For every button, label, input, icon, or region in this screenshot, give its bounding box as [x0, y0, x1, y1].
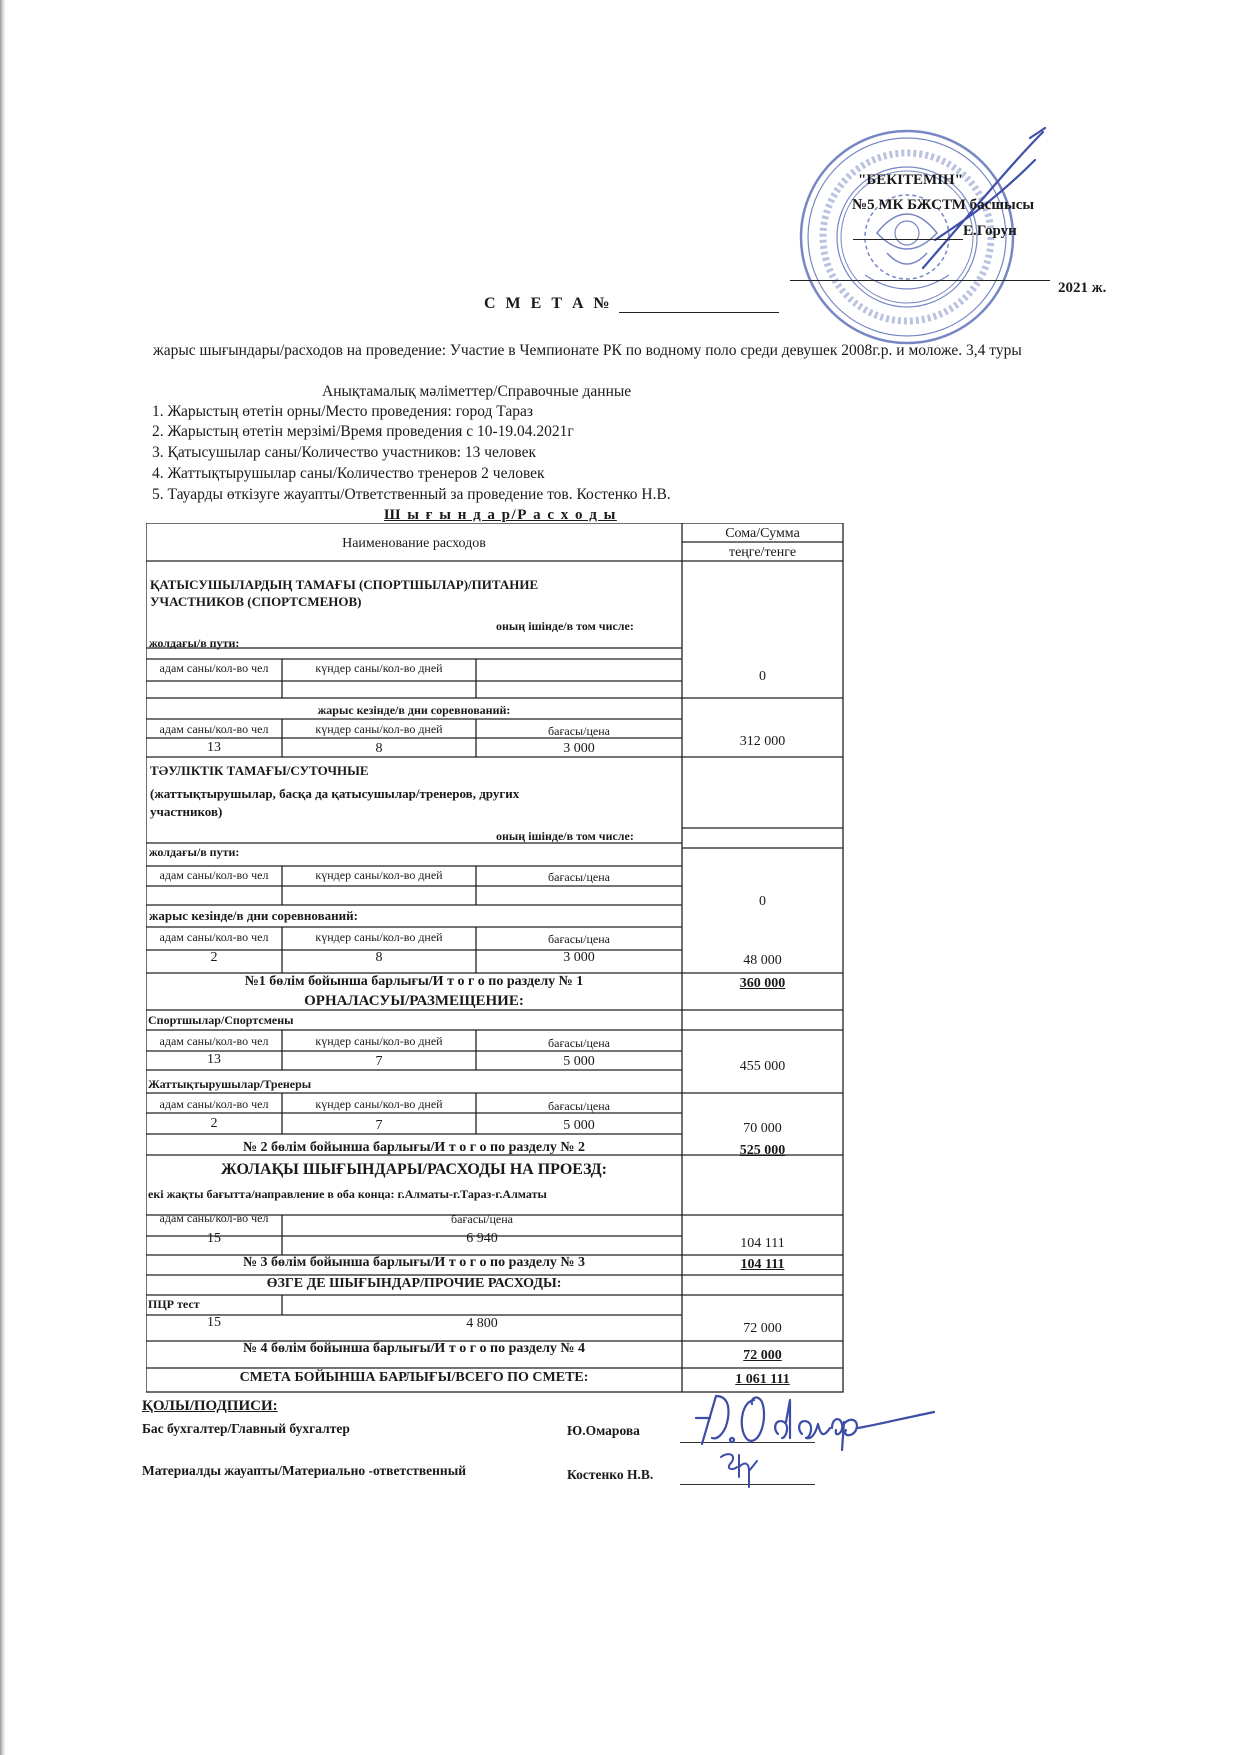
competition-label: жарыс кезінде/в дни соревнований:	[317, 703, 511, 717]
people-value: 2	[210, 1116, 218, 1131]
group-label: Спортшылар/Спортсмены	[148, 1013, 294, 1027]
reference-item: 1. Жарыстың өтетін орны/Место проведения: город Тараз	[152, 403, 533, 420]
section-title: ЖОЛАҚЫ ШЫҒЫНДАРЫ/РАСХОДЫ НА ПРОЕЗД:	[221, 1161, 607, 1178]
incl-label: оның ішінде/в том числе:	[496, 619, 634, 633]
price-value: 5 000	[563, 1118, 595, 1133]
price-value: 4 800	[466, 1316, 498, 1331]
approval-position: №5 МК БЖСТМ басшысы	[852, 197, 1035, 213]
estimate-purpose: жарыс шығындары/расходов на проведение: Участие в Чемпионате РК по водному поло среди девушек 2008г.р. и моложе. 3,4 туры	[153, 342, 1022, 359]
days-value: 7	[375, 1054, 383, 1069]
amount-cell: 70 000	[743, 1121, 782, 1136]
grand-total-label: СМЕТА БОЙЫНША БАРЛЫҒЫ/ВСЕГО ПО СМЕТЕ:	[239, 1370, 589, 1385]
days-label: күндер саны/кол-во дней	[315, 661, 443, 675]
reference-item: 3. Қатысушылар саны/Количество участников: 13 человек	[152, 444, 537, 461]
route-label: екі жақты бағытта/направление в оба конца: г.Алматы-г.Тараз-г.Алматы	[148, 1187, 547, 1201]
reference-item: 5. Тауарды өткізуге жауапты/Ответственный за проведение тов. Костенко Н.В.	[152, 486, 671, 503]
road-label: жолдағы/в пути:	[149, 845, 240, 859]
amount-cell: 312 000	[739, 734, 786, 749]
responsible-signature	[715, 1447, 763, 1491]
amount-cell: 455 000	[739, 1059, 786, 1074]
estimate-number-line	[619, 296, 779, 313]
section-title: УЧАСТНИКОВ (СПОРТСМЕНОВ)	[150, 594, 362, 609]
expenses-heading: Ш ы ғ ы н д а р/Р а с х о д ы	[384, 507, 617, 523]
people-label: адам саны/кол-во чел	[159, 930, 269, 944]
road-label: жолдағы/в пути:	[149, 636, 240, 650]
section-total-amount: 525 000	[739, 1143, 786, 1158]
section-total-amount: 72 000	[743, 1348, 782, 1363]
price-label: бағасы/цена	[548, 1099, 610, 1113]
incl-label: оның ішінде/в том числе:	[496, 829, 634, 843]
section-title: ҚАТЫСУШЫЛАРДЫҢ ТАМАҒЫ (СПОРТШЫЛАР)/ПИТАНИЕ	[150, 577, 539, 592]
group-label: Жаттықтырушылар/Тренеры	[148, 1077, 312, 1091]
people-label: адам саны/кол-во чел	[159, 1097, 269, 1111]
days-label: күндер саны/кол-во дней	[315, 1097, 443, 1111]
price-label: бағасы/цена	[548, 932, 610, 946]
people-label: адам саны/кол-во чел	[159, 868, 269, 882]
people-value: 15	[207, 1231, 221, 1246]
amount-cell: 72 000	[743, 1321, 782, 1336]
days-value: 7	[375, 1118, 383, 1133]
price-value: 3 000	[563, 741, 595, 756]
people-value: 13	[207, 740, 221, 755]
price-label: бағасы/цена	[548, 724, 610, 738]
section-title: ТӘУЛІКТІК ТАМАҒЫ/СУТОЧНЫЕ	[150, 763, 369, 778]
section-total-amount: 360 000	[739, 976, 786, 991]
approval-word: "БЕКІТЕМІН"	[858, 172, 963, 188]
reference-heading: Анықтамалық мәліметтер/Справочные данные	[322, 383, 632, 400]
section-title: ӨЗГЕ ДЕ ШЫҒЫНДАР/ПРОЧИЕ РАСХОДЫ:	[266, 1276, 562, 1291]
reference-item: 4. Жаттықтырушылар саны/Количество тренеров 2 человек	[152, 465, 545, 482]
days-label: күндер саны/кол-во дней	[315, 1034, 443, 1048]
people-value: 2	[210, 950, 218, 965]
section-total-label: № 2 бөлім бойынша барлығы/И т о г о по разделу № 2	[242, 1140, 585, 1155]
people-label: адам саны/кол-во чел	[159, 1211, 269, 1225]
reference-item: 2. Жарыстың өтетін мерзімі/Время проведения с 10-19.04.2021г	[152, 423, 574, 440]
section-total-label: № 4 бөлім бойынша барлығы/И т о г о по разделу № 4	[242, 1341, 585, 1356]
responsible-name: Костенко Н.В.	[567, 1467, 654, 1482]
chief-accountant-role: Бас бухгалтер/Главный бухгалтер	[142, 1421, 350, 1436]
price-value: 3 000	[563, 950, 595, 965]
days-label: күндер саны/кол-во дней	[315, 722, 443, 736]
days-label: күндер саны/кол-во дней	[315, 868, 443, 882]
section-title: ОРНАЛАСУЫ/РАЗМЕЩЕНИЕ:	[304, 993, 524, 1009]
col-header-currency: теңге/тенге	[728, 545, 797, 560]
price-label: бағасы/цена	[548, 870, 610, 884]
amount-cell: 48 000	[743, 953, 782, 968]
approver-name: Е.Горун	[963, 223, 1017, 239]
chief-accountant-name: Ю.Омарова	[567, 1423, 640, 1438]
date-line	[790, 280, 1050, 281]
people-label: адам саны/кол-во чел	[159, 1034, 269, 1048]
competition-label: жарыс кезінде/в дни соревнований:	[149, 908, 358, 923]
amount-cell: 104 111	[740, 1236, 785, 1251]
days-value: 8	[375, 741, 383, 756]
people-label: адам саны/кол-во чел	[159, 722, 269, 736]
grand-total-amount: 1 061 111	[735, 1372, 790, 1387]
scan-edge	[0, 0, 6, 1755]
price-value: 5 000	[563, 1054, 595, 1069]
signatures-heading: ҚОЛЫ/ПОДПИСИ:	[142, 1398, 278, 1414]
section-total-label: № 3 бөлім бойынша барлығы/И т о г о по разделу № 3	[242, 1255, 585, 1270]
col-header-amount: Сома/Сумма	[725, 526, 800, 541]
section-subtitle: участников)	[150, 804, 223, 819]
days-value: 8	[375, 950, 383, 965]
amount-cell: 0	[759, 669, 766, 684]
item-label: ПЦР тест	[148, 1297, 200, 1311]
days-label: күндер саны/кол-во дней	[315, 930, 443, 944]
estimate-title: С М Е Т А №	[484, 295, 613, 312]
approval-year: 2021 ж.	[1058, 280, 1107, 296]
chief-accountant-signature	[690, 1388, 940, 1452]
section-subtitle: (жаттықтырушылар, басқа да қатысушылар/тренеров, других	[150, 786, 520, 801]
people-value: 13	[207, 1052, 221, 1067]
people-label: адам саны/кол-во чел	[159, 661, 269, 675]
price-label: бағасы/цена	[451, 1212, 513, 1226]
responsible-role: Материалды жауапты/Материально -ответственный	[142, 1463, 467, 1478]
amount-cell: 0	[759, 894, 766, 909]
section-total-amount: 104 111	[740, 1257, 785, 1272]
section-total-label: №1 бөлім бойынша барлығы/И т о г о по разделу № 1	[244, 974, 584, 989]
price-label: бағасы/цена	[548, 1036, 610, 1050]
price-value: 6 940	[466, 1231, 498, 1246]
col-header-name: Наименование расходов	[342, 536, 486, 551]
people-value: 15	[207, 1315, 221, 1330]
